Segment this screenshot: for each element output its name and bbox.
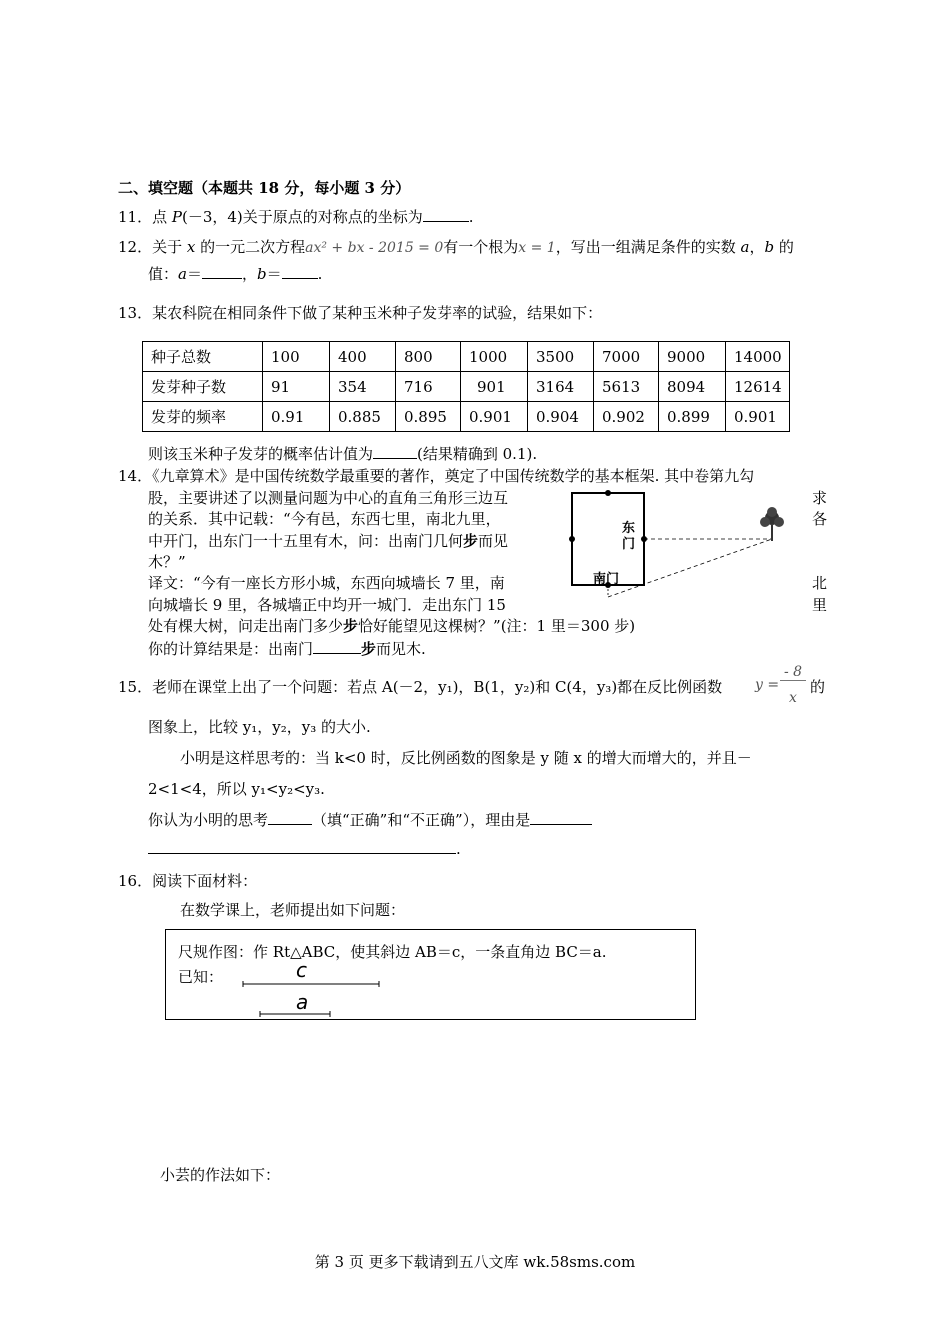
table-cell: 0.901 (461, 402, 528, 432)
q12-b-blank (282, 264, 318, 279)
table-row (143, 342, 790, 372)
table-cell: 7000 (594, 342, 659, 372)
table-cell: 5613 (594, 372, 659, 402)
table-cell: 14000 (726, 342, 790, 372)
east-gate-label: 东门 (622, 521, 636, 552)
q12-mid: 的一元二次方程 (195, 238, 306, 256)
q12-end: ，写出一组满足条件的实数 (555, 238, 741, 256)
q15-line1-end: 的 (810, 678, 826, 696)
q12-line2-a: a (178, 265, 187, 283)
q14-line8a: 处有棵大树，问走出南门多少 (148, 617, 344, 635)
table-cell: 0.91 (263, 402, 330, 432)
q13-after (148, 443, 537, 464)
table-cell: 0.899 (659, 402, 726, 432)
q14-line1-text: 《九章算术》是中国传统数学最重要的著作，奠定了中国传统数学的基本框架. 其中卷第九勾 (152, 467, 755, 485)
q15-line6 (148, 839, 461, 858)
table-row (143, 372, 790, 402)
q15-line5a: 你认为小明的思考 (148, 811, 269, 829)
q11-answer-blank (423, 207, 469, 222)
q15-y-eq: y = (755, 677, 780, 693)
table-cell: 0.885 (330, 402, 396, 432)
q12-equation: ax² + bx - 2015 = 0 (305, 240, 444, 256)
q11-point-name: P (171, 208, 182, 226)
q15-line6-end: . (456, 840, 461, 858)
north-gate-dot (605, 490, 611, 496)
q16-box-line1: 尺规作图：作 Rt△ABC，使其斜边 AB＝c，一条直角边 BC＝a. (178, 943, 607, 961)
q15-line5b: （填“正确”和“不正确”），理由是 (312, 811, 531, 829)
q12-b-eq: ＝ (266, 265, 282, 283)
q14-line1 (118, 465, 754, 486)
q12-de: 的 (774, 238, 794, 256)
q16-number: 16． (118, 872, 153, 890)
question-12-line2 (148, 263, 322, 284)
segment-a-label: a (296, 990, 309, 1014)
q13-answer-blank (373, 444, 417, 459)
table-cell: 发芽的频率 (143, 402, 263, 432)
q13-after-post: (结果精确到 0.1). (417, 445, 538, 463)
q16-line1 (118, 870, 257, 891)
q15-line4: 2<1<4，所以 y₁<y₂<y₃. (148, 780, 325, 798)
table-cell: 8094 (659, 372, 726, 402)
q16-box-line2: 已知： (178, 968, 224, 986)
q16-after: 小芸的作法如下： (160, 1166, 281, 1184)
q12-line2-pre: 值： (148, 265, 179, 283)
q14-line7-right: 里 (812, 596, 828, 614)
question-12-line1 (118, 236, 794, 257)
q14-line9b: 步 (361, 640, 377, 658)
west-gate-dot (569, 536, 575, 542)
table-cell: 800 (396, 342, 461, 372)
q12-line2-end: . (317, 265, 323, 283)
q16-line1-text: 阅读下面材料： (152, 872, 258, 890)
table-cell: 发芽种子数 (143, 372, 263, 402)
table-cell: 400 (330, 342, 396, 372)
q14-line2-right: 求 (812, 489, 828, 507)
q14-line3: 的关系．其中记载：“今有邑，东西七里，南北九里， (148, 510, 501, 528)
table-cell: 91 (263, 372, 330, 402)
q12-x: x (186, 238, 196, 256)
table-cell: 901 (461, 372, 528, 402)
q15-number: 15． (118, 678, 153, 696)
table-cell: 9000 (659, 342, 726, 372)
q15-line3: 小明是这样思考的：当 k<0 时，反比例函数的图象是 y 随 x 的增大而增大的，并且－ (180, 749, 752, 767)
q14-line2: 股，主要讲述了以测量问题为中心的直角三角形三边互 (148, 489, 509, 507)
table-cell: 100 (263, 342, 330, 372)
question-11 (118, 206, 474, 227)
q14-line4c: 而见 (478, 532, 509, 550)
q11-text: (－3，4)关于原点的对称点的坐标为 (181, 208, 423, 226)
q14-line8c: 恰好能望见这棵树？”(注：1 里＝300 步) (358, 617, 636, 635)
q12-line2-mid: ， (241, 265, 257, 283)
q12-b: b (764, 238, 775, 256)
q14-line8b: 步 (343, 617, 359, 635)
q12-number: 12． (118, 238, 153, 256)
q14-line9 (148, 638, 426, 659)
q12-comma: ， (749, 238, 765, 256)
q14-line4b: 步 (463, 532, 479, 550)
q14-line7: 向城墙长 9 里，各城墙正中均开一城门．走出东门 15 (148, 596, 506, 614)
city-tree-figure (560, 485, 800, 610)
segment-c-label: c (296, 958, 307, 982)
q15-line5 (148, 809, 592, 830)
q16-line2: 在数学课上，老师提出如下问题： (180, 901, 406, 919)
table-cell: 0.902 (594, 402, 659, 432)
q15-line1-text: 老师在课堂上出了一个问题：若点 A(－2，y₁)，B(1，y₂)和 C(4，y₃)都在反比例函数 (152, 678, 723, 696)
q12-line2-b: b (257, 265, 267, 283)
page-footer: 第 3 页 更多下载请到五八文库 wk.58sms.com (314, 1253, 636, 1271)
q13-after-pre: 则该玉米种子发芽的概率估计值为 (148, 445, 374, 463)
q12-root: x = 1 (518, 240, 556, 256)
q15-judge-blank (268, 810, 312, 825)
q14-line9a: 你的计算结果是：出南门 (148, 640, 314, 658)
q12-a: a (740, 238, 750, 256)
table-cell: 0.904 (528, 402, 594, 432)
table-cell: 种子总数 (143, 342, 263, 372)
q15-numerator: - 8 (780, 664, 806, 681)
q13-number: 13． (118, 304, 153, 322)
q14-line8 (148, 615, 635, 636)
q14-line6: 译文：“今有一座长方形小城，东西向城墙长 7 里，南 (148, 574, 505, 592)
q12-a-blank (202, 264, 242, 279)
table-cell: 3500 (528, 342, 594, 372)
table-cell: 1000 (461, 342, 528, 372)
segment-a (259, 1008, 333, 1020)
q15-denominator: x (789, 690, 797, 706)
table-row (143, 402, 790, 432)
germination-table (142, 341, 790, 432)
q12-a-eq: ＝ (186, 265, 202, 283)
table-cell: 0.901 (726, 402, 790, 432)
q13-text: 某农科院在相同条件下做了某种玉米种子发芽率的试验，结果如下： (152, 304, 603, 322)
q11-end: . (468, 208, 474, 226)
q14-line4 (148, 530, 508, 551)
q11-number: 11． (118, 208, 153, 226)
q12-pre: 关于 (152, 238, 187, 256)
q14-line3-right: 各 (812, 510, 828, 528)
q14-answer-blank (313, 639, 361, 654)
table-cell: 354 (330, 372, 396, 402)
q15-line2: 图象上，比较 y₁，y₂，y₃ 的大小. (148, 718, 371, 736)
table-cell: 3164 (528, 372, 594, 402)
q15-line1 (118, 676, 722, 697)
q12-post: 有一个根为 (443, 238, 519, 256)
segment-c (242, 978, 382, 990)
table-cell: 0.895 (396, 402, 461, 432)
q14-line6-right: 北 (812, 574, 828, 592)
q15-reason-blank-2 (148, 839, 456, 854)
table-cell: 716 (396, 372, 461, 402)
question-13 (118, 302, 602, 323)
table-cell: 12614 (726, 372, 790, 402)
q15-reason-blank (530, 810, 592, 825)
q14-number: 14． (118, 467, 153, 485)
q14-line5: 木？” (148, 553, 186, 571)
south-gate-label: 南门 (593, 572, 620, 587)
tree-icon (760, 507, 784, 541)
q14-line9c: 而见木. (376, 640, 426, 658)
section-title: 二、填空题（本题共 18 分，每小题 3 分） (118, 179, 411, 197)
q14-line4a: 中开门，出东门一十五里有木，问：出南门几何 (148, 532, 464, 550)
q11-pre: 点 (152, 208, 172, 226)
